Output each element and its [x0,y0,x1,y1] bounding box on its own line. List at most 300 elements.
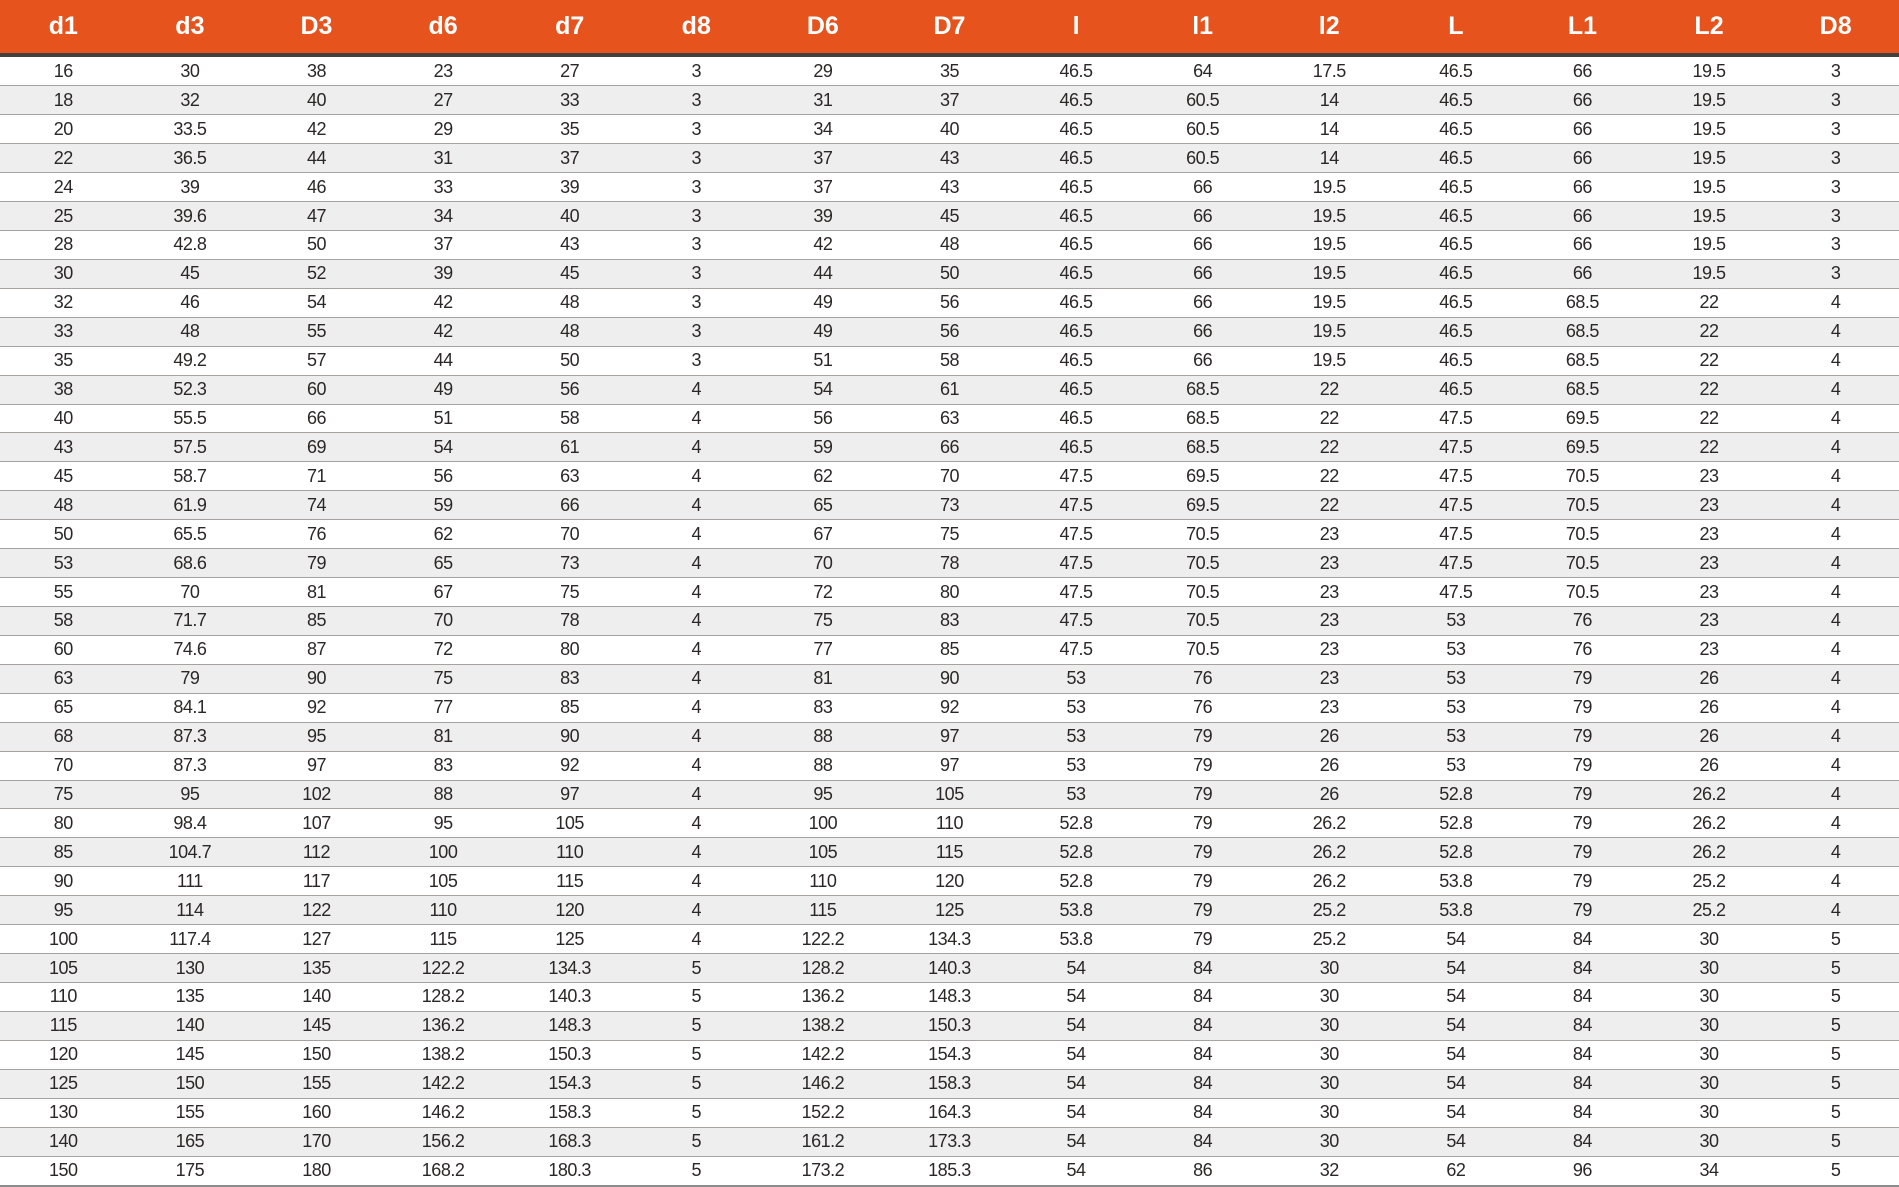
cell-L1: 68.5 [1519,288,1646,317]
cell-l: 47.5 [1013,462,1140,491]
cell-D7: 35 [886,55,1013,86]
cell-l1: 69.5 [1139,462,1266,491]
column-header-D3: D3 [253,0,380,55]
table-row [0,317,1899,346]
cell-d1: 24 [0,173,127,202]
cell-L1: 79 [1519,896,1646,925]
cell-d3: 39.6 [127,202,254,231]
cell-d7: 66 [506,491,633,520]
cell-d8: 3 [633,173,760,202]
cell-l1: 60.5 [1139,115,1266,144]
cell-D7: 148.3 [886,982,1013,1011]
cell-l2: 17.5 [1266,55,1393,86]
cell-d1: 48 [0,491,127,520]
cell-L: 54 [1393,1069,1520,1098]
cell-d1: 115 [0,1011,127,1040]
cell-l2: 30 [1266,1127,1393,1156]
cell-d6: 49 [380,375,507,404]
cell-l: 53 [1013,722,1140,751]
cell-D3: 90 [253,664,380,693]
cell-D8: 4 [1772,549,1899,578]
cell-L2: 19.5 [1646,115,1773,144]
cell-d3: 79 [127,664,254,693]
cell-l: 46.5 [1013,55,1140,86]
cell-l: 53 [1013,780,1140,809]
cell-d1: 150 [0,1156,127,1186]
cell-D3: 95 [253,722,380,751]
cell-L: 52.8 [1393,780,1520,809]
cell-L2: 23 [1646,549,1773,578]
cell-L: 53.8 [1393,867,1520,896]
cell-L1: 68.5 [1519,375,1646,404]
cell-l1: 84 [1139,1127,1266,1156]
cell-L1: 79 [1519,809,1646,838]
cell-D3: 60 [253,375,380,404]
cell-d8: 3 [633,288,760,317]
cell-L2: 26 [1646,693,1773,722]
cell-D7: 173.3 [886,1127,1013,1156]
cell-d8: 5 [633,982,760,1011]
cell-d3: 48 [127,317,254,346]
cell-D3: 79 [253,549,380,578]
table-row [0,1040,1899,1069]
cell-L1: 79 [1519,751,1646,780]
cell-L1: 66 [1519,55,1646,86]
cell-l1: 84 [1139,1069,1266,1098]
cell-l2: 22 [1266,462,1393,491]
cell-d6: 54 [380,433,507,462]
table-row [0,838,1899,867]
cell-d1: 58 [0,606,127,635]
cell-l2: 30 [1266,982,1393,1011]
cell-L2: 34 [1646,1156,1773,1186]
cell-D7: 73 [886,491,1013,520]
cell-D7: 134.3 [886,925,1013,954]
cell-D3: 107 [253,809,380,838]
cell-D7: 63 [886,404,1013,433]
cell-D7: 61 [886,375,1013,404]
cell-L2: 23 [1646,491,1773,520]
cell-L1: 66 [1519,259,1646,288]
table-row [0,491,1899,520]
cell-l1: 70.5 [1139,635,1266,664]
cell-d3: 98.4 [127,809,254,838]
cell-d8: 4 [633,635,760,664]
cell-l1: 84 [1139,1040,1266,1069]
table-row [0,664,1899,693]
cell-D8: 5 [1772,982,1899,1011]
cell-L1: 66 [1519,86,1646,115]
cell-D7: 43 [886,173,1013,202]
cell-d1: 33 [0,317,127,346]
cell-D6: 37 [760,144,887,173]
cell-l: 47.5 [1013,578,1140,607]
table-row [0,549,1899,578]
cell-d1: 22 [0,144,127,173]
cell-L1: 79 [1519,722,1646,751]
cell-L1: 96 [1519,1156,1646,1186]
cell-L1: 70.5 [1519,491,1646,520]
cell-d7: 134.3 [506,954,633,983]
cell-d3: 46 [127,288,254,317]
cell-d7: 48 [506,317,633,346]
cell-d8: 4 [633,491,760,520]
cell-L: 46.5 [1393,375,1520,404]
cell-l: 47.5 [1013,549,1140,578]
cell-l: 46.5 [1013,202,1140,231]
cell-l2: 19.5 [1266,259,1393,288]
cell-D6: 95 [760,780,887,809]
column-header-d1: d1 [0,0,127,55]
cell-D3: 50 [253,231,380,260]
cell-d6: 31 [380,144,507,173]
cell-L1: 70.5 [1519,520,1646,549]
cell-l2: 30 [1266,1011,1393,1040]
cell-L1: 84 [1519,1098,1646,1127]
cell-D6: 100 [760,809,887,838]
cell-d6: 81 [380,722,507,751]
cell-l1: 66 [1139,288,1266,317]
cell-d8: 5 [633,1011,760,1040]
cell-d1: 85 [0,838,127,867]
cell-l1: 70.5 [1139,606,1266,635]
cell-d1: 95 [0,896,127,925]
cell-D8: 4 [1772,462,1899,491]
cell-d1: 43 [0,433,127,462]
cell-D3: 102 [253,780,380,809]
cell-D7: 85 [886,635,1013,664]
cell-L: 46.5 [1393,173,1520,202]
cell-D6: 105 [760,838,887,867]
table-row [0,896,1899,925]
cell-L: 54 [1393,1127,1520,1156]
cell-d1: 38 [0,375,127,404]
cell-D3: 44 [253,144,380,173]
cell-d3: 130 [127,954,254,983]
cell-L1: 84 [1519,1040,1646,1069]
cell-D7: 140.3 [886,954,1013,983]
cell-l2: 26.2 [1266,867,1393,896]
cell-d6: 156.2 [380,1127,507,1156]
cell-D8: 3 [1772,115,1899,144]
cell-l2: 26 [1266,780,1393,809]
cell-L2: 19.5 [1646,202,1773,231]
cell-L1: 79 [1519,838,1646,867]
cell-d1: 130 [0,1098,127,1127]
cell-l1: 70.5 [1139,520,1266,549]
cell-l1: 79 [1139,780,1266,809]
cell-D3: 85 [253,606,380,635]
cell-l2: 22 [1266,433,1393,462]
cell-d3: 87.3 [127,722,254,751]
cell-d7: 43 [506,231,633,260]
cell-L1: 79 [1519,780,1646,809]
cell-D6: 110 [760,867,887,896]
cell-D8: 3 [1772,259,1899,288]
cell-l1: 76 [1139,693,1266,722]
cell-d6: 72 [380,635,507,664]
cell-D3: 155 [253,1069,380,1098]
cell-d7: 48 [506,288,633,317]
cell-d3: 65.5 [127,520,254,549]
cell-D7: 92 [886,693,1013,722]
cell-L1: 66 [1519,144,1646,173]
cell-d1: 63 [0,664,127,693]
cell-D3: 87 [253,635,380,664]
cell-d6: 100 [380,838,507,867]
cell-d6: 62 [380,520,507,549]
cell-D8: 5 [1772,1011,1899,1040]
cell-L: 53 [1393,693,1520,722]
cell-L1: 84 [1519,954,1646,983]
cell-d8: 5 [633,954,760,983]
cell-D8: 3 [1772,144,1899,173]
cell-l2: 19.5 [1266,288,1393,317]
cell-l2: 23 [1266,693,1393,722]
cell-D6: 65 [760,491,887,520]
cell-l: 53.8 [1013,925,1140,954]
cell-D7: 80 [886,578,1013,607]
cell-D8: 4 [1772,664,1899,693]
cell-l2: 23 [1266,635,1393,664]
cell-l2: 30 [1266,1069,1393,1098]
cell-D7: 97 [886,722,1013,751]
cell-L: 46.5 [1393,115,1520,144]
cell-D7: 37 [886,86,1013,115]
table-row [0,809,1899,838]
cell-d6: 39 [380,259,507,288]
cell-l2: 23 [1266,578,1393,607]
cell-d3: 135 [127,982,254,1011]
cell-d1: 60 [0,635,127,664]
cell-L2: 30 [1646,954,1773,983]
cell-d8: 3 [633,231,760,260]
cell-L2: 26.2 [1646,780,1773,809]
cell-l1: 70.5 [1139,578,1266,607]
cell-L: 46.5 [1393,346,1520,375]
cell-d6: 168.2 [380,1156,507,1186]
cell-d6: 75 [380,664,507,693]
cell-D7: 43 [886,144,1013,173]
cell-D6: 29 [760,55,887,86]
cell-D3: 92 [253,693,380,722]
cell-D6: 62 [760,462,887,491]
column-header-d6: d6 [380,0,507,55]
cell-d3: 84.1 [127,693,254,722]
cell-d1: 16 [0,55,127,86]
cell-d3: 175 [127,1156,254,1186]
cell-D6: 75 [760,606,887,635]
cell-L: 54 [1393,982,1520,1011]
cell-l1: 64 [1139,55,1266,86]
table-row [0,1127,1899,1156]
cell-D8: 5 [1772,925,1899,954]
cell-D3: 81 [253,578,380,607]
cell-D6: 44 [760,259,887,288]
cell-d1: 68 [0,722,127,751]
table-row [0,1069,1899,1098]
cell-d1: 80 [0,809,127,838]
cell-L2: 23 [1646,520,1773,549]
cell-D6: 138.2 [760,1011,887,1040]
cell-d3: 70 [127,578,254,607]
cell-d7: 75 [506,578,633,607]
table-row [0,231,1899,260]
cell-L: 46.5 [1393,231,1520,260]
cell-d8: 3 [633,86,760,115]
cell-d7: 56 [506,375,633,404]
cell-l1: 66 [1139,346,1266,375]
cell-L: 53 [1393,751,1520,780]
cell-D7: 97 [886,751,1013,780]
cell-D7: 58 [886,346,1013,375]
cell-L1: 69.5 [1519,433,1646,462]
cell-L: 47.5 [1393,433,1520,462]
cell-D7: 105 [886,780,1013,809]
cell-l: 46.5 [1013,433,1140,462]
cell-d6: 83 [380,751,507,780]
cell-L: 46.5 [1393,55,1520,86]
cell-d3: 87.3 [127,751,254,780]
cell-d6: 42 [380,288,507,317]
column-header-l: l [1013,0,1140,55]
cell-L: 54 [1393,925,1520,954]
cell-D3: 117 [253,867,380,896]
cell-d6: 51 [380,404,507,433]
table-row [0,288,1899,317]
cell-D6: 54 [760,375,887,404]
cell-d3: 32 [127,86,254,115]
cell-d7: 148.3 [506,1011,633,1040]
cell-d1: 40 [0,404,127,433]
cell-d7: 105 [506,809,633,838]
cell-D3: 140 [253,982,380,1011]
cell-D7: 78 [886,549,1013,578]
cell-l2: 30 [1266,1040,1393,1069]
cell-L: 46.5 [1393,288,1520,317]
table-row [0,982,1899,1011]
cell-D6: 42 [760,231,887,260]
cell-L2: 30 [1646,1011,1773,1040]
cell-d8: 5 [633,1127,760,1156]
cell-l1: 84 [1139,982,1266,1011]
cell-d8: 5 [633,1156,760,1186]
cell-L2: 22 [1646,433,1773,462]
column-header-l2: l2 [1266,0,1393,55]
cell-L: 46.5 [1393,202,1520,231]
table-row [0,578,1899,607]
cell-d7: 45 [506,259,633,288]
cell-d1: 45 [0,462,127,491]
cell-L2: 22 [1646,317,1773,346]
table-row [0,867,1899,896]
cell-L2: 25.2 [1646,867,1773,896]
cell-d8: 4 [633,780,760,809]
cell-L2: 25.2 [1646,896,1773,925]
cell-d8: 5 [633,1069,760,1098]
cell-D6: 49 [760,288,887,317]
cell-l: 46.5 [1013,144,1140,173]
cell-l: 53 [1013,751,1140,780]
cell-l: 53.8 [1013,896,1140,925]
cell-l1: 68.5 [1139,375,1266,404]
cell-l: 54 [1013,1069,1140,1098]
cell-d3: 150 [127,1069,254,1098]
cell-d3: 111 [127,867,254,896]
cell-l1: 79 [1139,896,1266,925]
cell-L2: 23 [1646,462,1773,491]
cell-d8: 4 [633,867,760,896]
cell-L: 46.5 [1393,86,1520,115]
cell-l1: 60.5 [1139,86,1266,115]
cell-D6: 37 [760,173,887,202]
cell-D6: 81 [760,664,887,693]
cell-l: 54 [1013,1127,1140,1156]
cell-D8: 5 [1772,1098,1899,1127]
cell-L2: 30 [1646,982,1773,1011]
cell-d1: 32 [0,288,127,317]
cell-d6: 110 [380,896,507,925]
cell-d6: 27 [380,86,507,115]
cell-d1: 20 [0,115,127,144]
cell-d6: 44 [380,346,507,375]
cell-D6: 152.2 [760,1098,887,1127]
cell-D6: 77 [760,635,887,664]
cell-d6: 37 [380,231,507,260]
cell-l2: 25.2 [1266,896,1393,925]
cell-d6: 88 [380,780,507,809]
cell-L2: 26.2 [1646,809,1773,838]
cell-l: 46.5 [1013,115,1140,144]
cell-d7: 58 [506,404,633,433]
cell-D8: 3 [1772,202,1899,231]
cell-l1: 70.5 [1139,549,1266,578]
cell-l1: 60.5 [1139,144,1266,173]
cell-d6: 23 [380,55,507,86]
cell-L: 46.5 [1393,259,1520,288]
cell-l1: 68.5 [1139,404,1266,433]
cell-d1: 25 [0,202,127,231]
cell-l: 54 [1013,954,1140,983]
cell-l2: 23 [1266,549,1393,578]
cell-d6: 33 [380,173,507,202]
cell-L2: 30 [1646,1040,1773,1069]
cell-d3: 140 [127,1011,254,1040]
column-header-D7: D7 [886,0,1013,55]
cell-d3: 114 [127,896,254,925]
cell-D6: 56 [760,404,887,433]
table-row [0,925,1899,954]
cell-d1: 100 [0,925,127,954]
cell-d6: 67 [380,578,507,607]
cell-l: 52.8 [1013,838,1140,867]
cell-D3: 122 [253,896,380,925]
cell-d6: 105 [380,867,507,896]
cell-d7: 27 [506,55,633,86]
cell-l: 52.8 [1013,809,1140,838]
cell-l2: 14 [1266,144,1393,173]
cell-d7: 83 [506,664,633,693]
cell-L1: 70.5 [1519,462,1646,491]
cell-L1: 68.5 [1519,346,1646,375]
cell-d8: 4 [633,664,760,693]
cell-D6: 88 [760,751,887,780]
cell-d7: 97 [506,780,633,809]
cell-L1: 76 [1519,635,1646,664]
cell-D6: 34 [760,115,887,144]
cell-d3: 165 [127,1127,254,1156]
cell-d6: 115 [380,925,507,954]
